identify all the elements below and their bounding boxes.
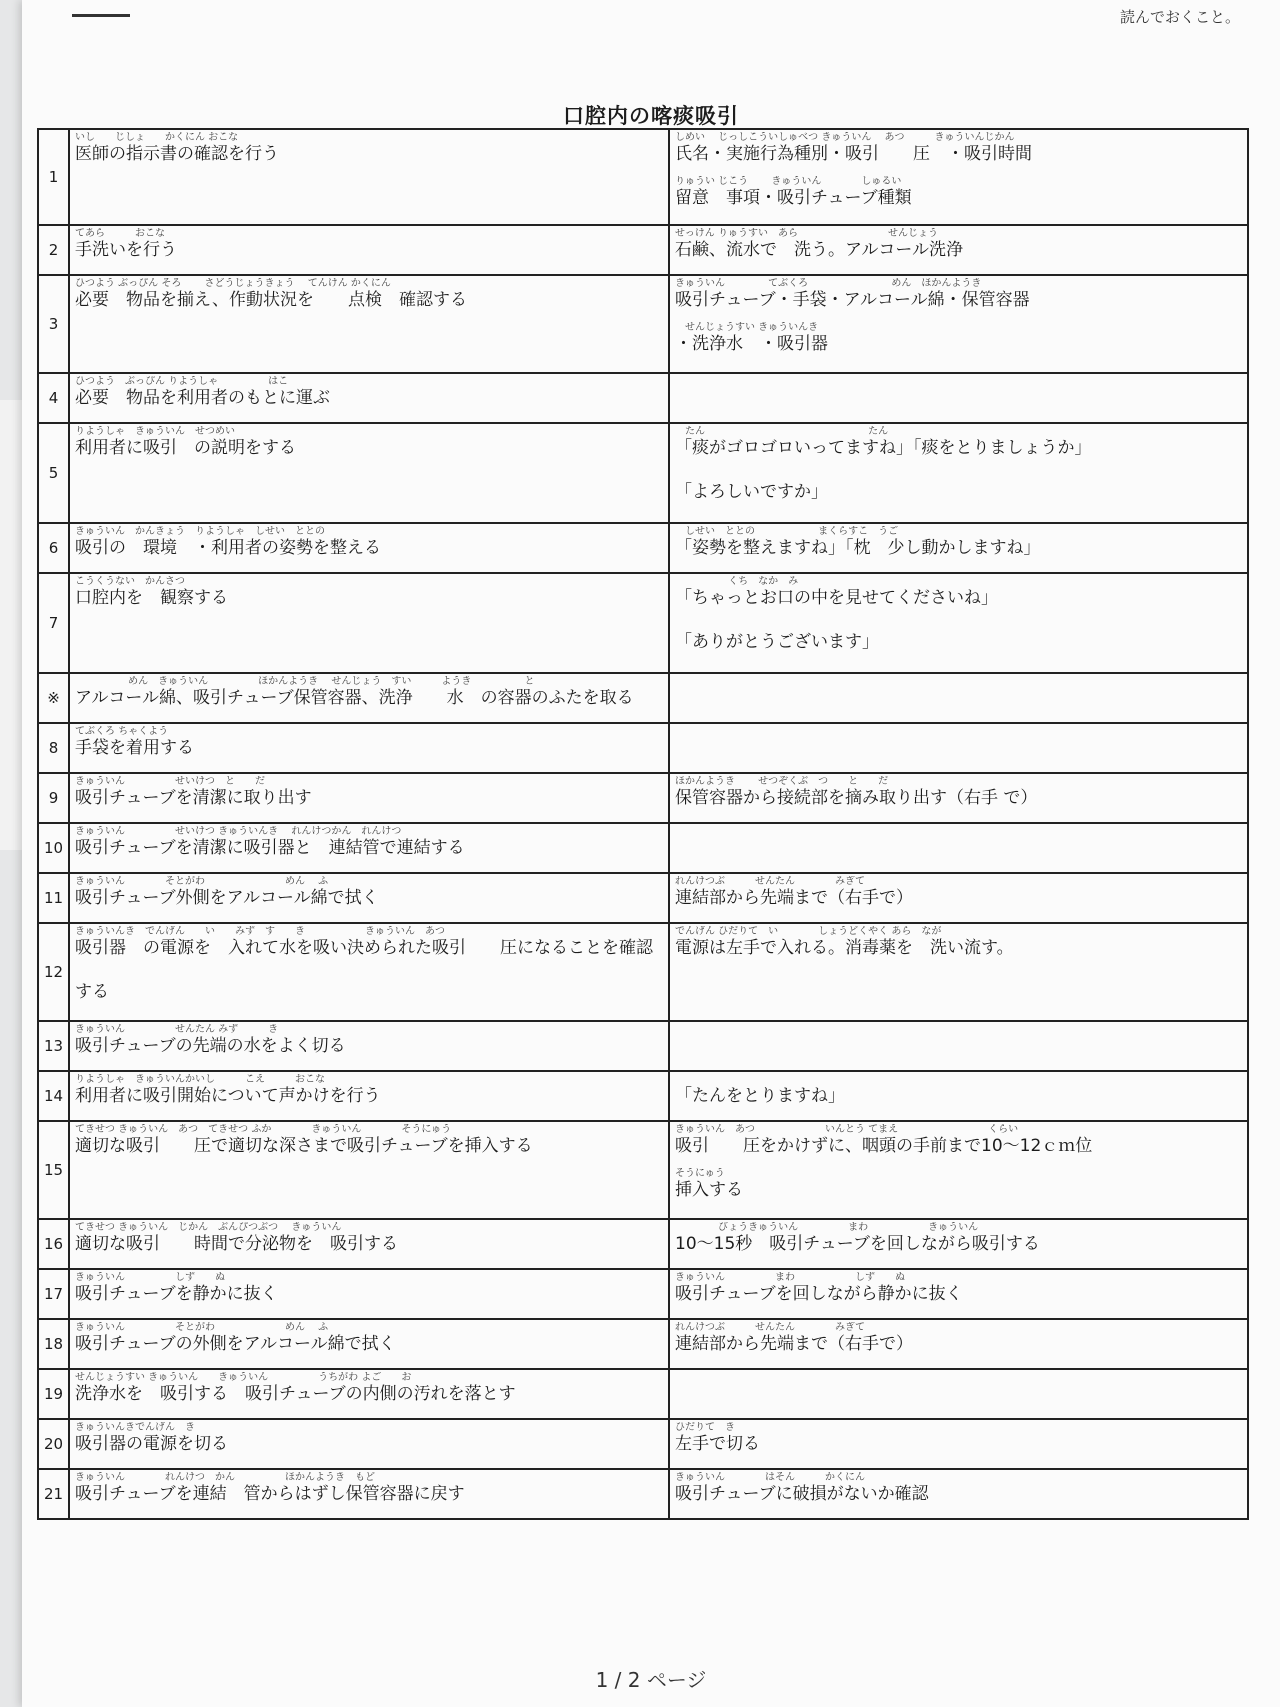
text-line: [70, 924, 668, 958]
procedure-cell: [69, 923, 669, 1021]
table-row: [38, 373, 1248, 423]
text-line: [70, 774, 668, 808]
procedure-text: 医師の指示書の確認を行う: [75, 144, 279, 164]
furigana: そうにゅう: [675, 1168, 725, 1179]
step-number: 4: [38, 373, 69, 423]
top-rule: [72, 14, 130, 17]
furigana: こうくうない かんさつ: [75, 576, 185, 587]
table-row: [38, 1419, 1248, 1469]
remark-cell: [669, 1269, 1248, 1319]
step-number: 7: [38, 573, 69, 673]
text-line: [70, 130, 668, 164]
procedure-text: 適切な吸引 時間で分泌物を 吸引する: [75, 1234, 398, 1254]
furigana: きゅういん せんたん みず き: [75, 1024, 279, 1035]
procedure-text: 吸引チューブを連結 管からはずし保管容器に戻す: [75, 1484, 465, 1504]
procedure-text: 吸引チューブの先端の水をよく切る: [75, 1036, 346, 1056]
remark-cell: [669, 873, 1248, 923]
text-line: [70, 1072, 668, 1106]
remark-cell: [669, 275, 1248, 373]
furigana: てきせつ きゅういん じかん ぶんぴつぶつ きゅういん: [75, 1222, 342, 1233]
furigana: りようしゃ きゅういんかいし こえ おこな: [75, 1074, 325, 1085]
furigana: きゅういん てぶくろ めん ほかんようき: [675, 278, 982, 289]
remark-text: 留意 事項・吸引チューブ種類: [675, 188, 912, 208]
page-number: 1 / 2 ページ: [595, 1668, 707, 1692]
text-line: [670, 1320, 1247, 1354]
remark-text: 吸引チューブを回しながら静かに抜く: [675, 1284, 963, 1304]
furigana: くち なか み: [675, 576, 799, 587]
procedure-text: 手洗いを行う: [75, 240, 177, 260]
text-line: [670, 1072, 1247, 1106]
remark-cell: [669, 673, 1248, 723]
text-line: [670, 424, 1247, 458]
procedure-text: 必要 物品を揃え、作動状況を 点検 確認する: [75, 290, 468, 310]
text-line: [70, 674, 668, 708]
furigana: ひつよう ぶっぴん そろ さどうじょうきょう てんけん かくにん: [75, 278, 391, 289]
procedure-cell: [69, 1269, 669, 1319]
remark-cell: [669, 573, 1248, 673]
remark-text: 「ありがとうございます」: [675, 632, 879, 652]
text-line: [670, 1166, 1247, 1200]
procedure-text: 吸引チューブを静かに抜く: [75, 1284, 278, 1304]
remark-text: 電源は左手で入れる。消毒薬を 洗い流す。: [675, 938, 1014, 958]
remark-text: ・洗浄水 ・吸引器: [675, 334, 828, 354]
furigana: きゅういん しず ぬ: [75, 1272, 225, 1283]
remark-text: 保管容器から接続部を摘み取り出す（右手 で）: [675, 788, 1038, 808]
step-number: 2: [38, 225, 69, 275]
table-row: [38, 1021, 1248, 1071]
furigana: でんげん ひだりて い しょうどくやく あら なが: [675, 926, 942, 937]
remark-cell: [669, 423, 1248, 523]
text-line: [670, 1420, 1247, 1454]
table-row: [38, 873, 1248, 923]
remark-text: 「ちゃっとお口の中を見せてくださいね」: [675, 588, 998, 608]
step-number: 18: [38, 1319, 69, 1369]
remark-cell: [669, 225, 1248, 275]
procedure-text: する: [75, 982, 109, 1002]
furigana: ひだりて き: [675, 1422, 735, 1433]
remark-cell: [669, 1071, 1248, 1121]
remark-text: 氏名・実施行為種別・吸引 圧 ・吸引時間: [675, 144, 1032, 164]
remark-cell: [669, 1419, 1248, 1469]
table-row: [38, 1469, 1248, 1519]
remark-text: 「よろしいですか」: [675, 482, 828, 502]
text-line: [70, 374, 668, 408]
step-number: 21: [38, 1469, 69, 1519]
step-number: 17: [38, 1269, 69, 1319]
procedure-cell: [69, 423, 669, 523]
remark-text: 10～15秒 吸引チューブを回しながら吸引する: [675, 1234, 1040, 1254]
procedure-cell: [69, 1369, 669, 1419]
furigana: しせい ととの まくらすこ うご: [675, 526, 899, 537]
underlying-page-edge: [0, 400, 23, 850]
text-line: [70, 1370, 668, 1404]
furigana: しめい じっしこういしゅべつ きゅういん あつ きゅういんじかん: [675, 132, 1015, 143]
text-line: [70, 574, 668, 608]
procedure-cell: [69, 1021, 669, 1071]
step-number: ※: [38, 673, 69, 723]
table-row: [38, 423, 1248, 523]
text-line: [670, 524, 1247, 558]
remark-text: 吸引チューブ・手袋・アルコール綿・保管容器: [675, 290, 1030, 310]
procedure-cell: [69, 1219, 669, 1269]
procedure-text: 必要 物品を利用者のもとに運ぶ: [75, 388, 330, 408]
text-line: [670, 874, 1247, 908]
procedure-cell: [69, 673, 669, 723]
procedure-text: 吸引チューブの外側をアルコール綿で拭く: [75, 1334, 396, 1354]
table-row: [38, 225, 1248, 275]
text-line: [670, 1220, 1247, 1254]
furigana: きゅういん れんけつ かん ほかんようき もど: [75, 1472, 375, 1483]
furigana: れんけつぶ せんたん みぎて: [675, 876, 865, 887]
furigana: いし じしょ かくにん おこな: [75, 132, 239, 143]
furigana: りゅうい じこう きゅういん しゅるい: [675, 176, 902, 187]
procedure-text: 吸引チューブを清潔に吸引器と 連結管で連結する: [75, 838, 465, 858]
step-number: 1: [38, 129, 69, 225]
furigana: [675, 1074, 1241, 1086]
remark-cell: [669, 723, 1248, 773]
step-number: 19: [38, 1369, 69, 1419]
read-note: 読んでおくこと。: [1119, 8, 1240, 26]
text-line: [70, 1122, 668, 1156]
remark-text: 挿入する: [675, 1180, 743, 1200]
text-line: [70, 1320, 668, 1354]
furigana: ひつよう ぶっぴん りようしゃ はこ: [75, 376, 289, 387]
document-title: 口腔内の喀痰吸引: [563, 104, 739, 128]
text-line: [70, 874, 668, 908]
procedure-cell: [69, 723, 669, 773]
text-line: [670, 574, 1247, 608]
step-number: 12: [38, 923, 69, 1021]
document-page: [22, 0, 1280, 1707]
furigana: きゅういん そとがわ めん ふ: [75, 1322, 329, 1333]
text-line: [670, 276, 1247, 310]
furigana: びょうきゅういん まわ きゅういん: [675, 1222, 979, 1233]
procedure-text: 洗浄水を 吸引する 吸引チューブの内側の汚れを落とす: [75, 1384, 516, 1404]
procedure-text: 吸引チューブ外側をアルコール綿で拭く: [75, 888, 379, 908]
text-line: [70, 1420, 668, 1454]
procedure-cell: [69, 523, 669, 573]
remark-text: 連結部から先端まで（右手で）: [675, 1334, 913, 1354]
table-row: [38, 673, 1248, 723]
procedure-table: [37, 128, 1249, 1520]
table-row: [38, 923, 1248, 1021]
procedure-cell: [69, 873, 669, 923]
remark-cell: [669, 923, 1248, 1021]
table-row: [38, 573, 1248, 673]
remark-cell: [669, 1121, 1248, 1219]
step-number: 6: [38, 523, 69, 573]
text-line: [70, 724, 668, 758]
step-number: 15: [38, 1121, 69, 1219]
table-row: [38, 773, 1248, 823]
text-line: [670, 774, 1247, 808]
text-line: [670, 1470, 1247, 1504]
furigana: きゅういんきでんげん き: [75, 1422, 195, 1433]
procedure-cell: [69, 1319, 669, 1369]
step-number: 16: [38, 1219, 69, 1269]
procedure-text: 適切な吸引 圧で適切な深さまで吸引チューブを挿入する: [75, 1136, 533, 1156]
step-number: 14: [38, 1071, 69, 1121]
step-number: 20: [38, 1419, 69, 1469]
remark-cell: [669, 823, 1248, 873]
procedure-text: 利用者に吸引開始について声かけを行う: [75, 1086, 381, 1106]
step-number: 11: [38, 873, 69, 923]
text-line: [670, 1122, 1247, 1156]
procedure-cell: [69, 1419, 669, 1469]
text-line: [670, 174, 1247, 208]
text-line: [70, 424, 668, 458]
step-number: 5: [38, 423, 69, 523]
table-row: [38, 129, 1248, 225]
step-number: 3: [38, 275, 69, 373]
table-row: [38, 1319, 1248, 1369]
furigana: ほかんようき せつぞくぶ つ と だ: [675, 776, 889, 787]
text-line: [70, 226, 668, 260]
furigana: てあら おこな: [75, 228, 165, 239]
furigana: てきせつ きゅういん あつ てきせつ ふか きゅういん そうにゅう: [75, 1124, 452, 1135]
procedure-text: 手袋を着用する: [75, 738, 194, 758]
table-row: [38, 723, 1248, 773]
furigana: たん たん: [675, 426, 889, 437]
table-row: [38, 1121, 1248, 1219]
text-line: [70, 1470, 668, 1504]
text-line: [670, 618, 1247, 652]
table-row: [38, 1269, 1248, 1319]
procedure-cell: [69, 1121, 669, 1219]
table-row: [38, 275, 1248, 373]
furigana: きゅういん はそん かくにん: [675, 1472, 865, 1483]
step-number: 8: [38, 723, 69, 773]
text-line: [670, 226, 1247, 260]
furigana: せんじょうすい きゅういんき: [675, 322, 819, 333]
remark-cell: [669, 1369, 1248, 1419]
step-number: 10: [38, 823, 69, 873]
table-row: [38, 523, 1248, 573]
procedure-cell: [69, 773, 669, 823]
text-line: [670, 130, 1247, 164]
remark-text: 「たんをとりますね」: [675, 1086, 845, 1106]
text-line: [70, 1022, 668, 1056]
furigana: [675, 620, 1241, 632]
text-line: [70, 824, 668, 858]
step-number: 13: [38, 1021, 69, 1071]
procedure-cell: [69, 373, 669, 423]
remark-cell: [669, 373, 1248, 423]
furigana: きゅういん せいけつ と だ: [75, 776, 265, 787]
procedure-cell: [69, 1469, 669, 1519]
remark-cell: [669, 1469, 1248, 1519]
remark-cell: [669, 1319, 1248, 1369]
remark-text: 左手で切る: [675, 1434, 760, 1454]
table-row: [38, 1369, 1248, 1419]
text-line: [70, 524, 668, 558]
furigana: きゅういん まわ しず ぬ: [675, 1272, 905, 1283]
table-row: [38, 823, 1248, 873]
procedure-text: アルコール綿、吸引チューブ保管容器、洗浄 水 の容器のふたを取る: [75, 688, 634, 708]
remark-cell: [669, 523, 1248, 573]
furigana: れんけつぶ せんたん みぎて: [675, 1322, 865, 1333]
procedure-cell: [69, 129, 669, 225]
remark-text: 吸引 圧をかけずに、咽頭の手前まで10～12ｃｍ位: [675, 1136, 1093, 1156]
remark-text: 連結部から先端まで（右手で）: [675, 888, 913, 908]
remark-cell: [669, 129, 1248, 225]
procedure-text: 吸引の 環境 ・利用者の姿勢を整える: [75, 538, 381, 558]
text-line: [670, 924, 1247, 958]
table-row: [38, 1071, 1248, 1121]
furigana: めん きゅういん ほかんようき せんじょう すい ようき と: [75, 676, 535, 687]
procedure-text: 吸引チューブを清潔に取り出す: [75, 788, 312, 808]
furigana: きゅういんき でんげん い みず す き きゅういん あつ: [75, 926, 445, 937]
remark-cell: [669, 773, 1248, 823]
text-line: [670, 1270, 1247, 1304]
furigana: [75, 970, 662, 982]
furigana: きゅういん せいけつ きゅういんき れんけつかん れんけつ: [75, 826, 402, 837]
text-line: [70, 276, 668, 310]
remark-text: 「痰がゴロゴロいってますね」「痰をとりましょうか」: [675, 438, 1092, 458]
remark-cell: [669, 1021, 1248, 1071]
procedure-cell: [69, 225, 669, 275]
procedure-text: 吸引器の電源を切る: [75, 1434, 228, 1454]
furigana: [675, 470, 1241, 482]
furigana: てぶくろ ちゃくよう: [75, 726, 169, 737]
text-line: [70, 968, 668, 1002]
text-line: [70, 1270, 668, 1304]
text-line: [670, 468, 1247, 502]
furigana: りようしゃ きゅういん せつめい: [75, 426, 235, 437]
procedure-text: 吸引器 の電源を 入れて水を吸い決められた吸引 圧になることを確認: [75, 938, 653, 958]
remark-text: 「姿勢を整えますね」「枕 少し動かしますね」: [675, 538, 1041, 558]
furigana: せんじょうすい きゅういん きゅういん うちがわ よご お: [75, 1372, 412, 1383]
text-line: [70, 1220, 668, 1254]
remark-text: 石鹸、流水で 洗う。アルコール洗浄: [675, 240, 963, 260]
procedure-cell: [69, 573, 669, 673]
table-row: [38, 1219, 1248, 1269]
procedure-text: 口腔内を 観察する: [75, 588, 228, 608]
remark-text: 吸引チューブに破損がないか確認: [675, 1484, 929, 1504]
procedure-cell: [69, 823, 669, 873]
furigana: きゅういん そとがわ めん ふ: [75, 876, 329, 887]
furigana: きゅういん かんきょう りようしゃ しせい ととの: [75, 526, 325, 537]
procedure-cell: [69, 275, 669, 373]
remark-cell: [669, 1219, 1248, 1269]
step-number: 9: [38, 773, 69, 823]
furigana: せっけん りゅうすい あら せんじょう: [675, 228, 938, 239]
procedure-text: 利用者に吸引 の説明をする: [75, 438, 296, 458]
procedure-cell: [69, 1071, 669, 1121]
furigana: きゅういん あつ いんとう てまえ くらい: [675, 1124, 1019, 1135]
text-line: [670, 320, 1247, 354]
